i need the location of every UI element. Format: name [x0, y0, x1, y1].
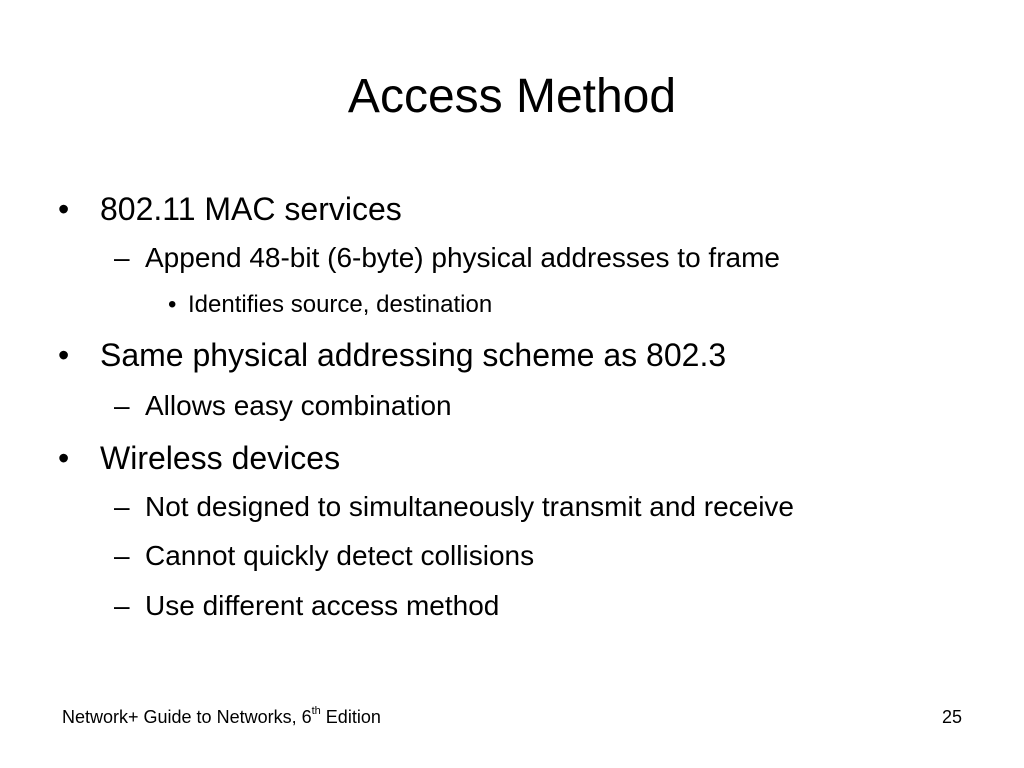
dash-marker: – — [114, 491, 130, 522]
dash-marker: – — [114, 540, 130, 571]
sub-bullet-text: Allows easy combination — [145, 390, 452, 421]
bullet-marker: • — [58, 191, 70, 227]
sub-bullet-text: Cannot quickly detect collisions — [145, 540, 535, 571]
dash-marker: – — [114, 590, 130, 621]
bullet-marker: • — [168, 291, 177, 318]
dash-marker: – — [114, 390, 130, 421]
sub-bullet-text: Not designed to simultaneously transmit and receive — [145, 491, 795, 522]
footer-source-prefix: Network+ Guide to Networks, 6 — [62, 707, 312, 727]
footer-source-superscript: th — [311, 705, 321, 717]
sub-bullet-text: Use different access method — [145, 590, 500, 621]
page-number: 25 — [941, 707, 962, 727]
dash-marker: – — [114, 242, 130, 273]
bullet-text: Wireless devices — [100, 440, 341, 476]
footer-source-suffix: Edition — [320, 707, 381, 727]
bullet-marker: • — [58, 337, 70, 373]
footer-source — [62, 706, 381, 728]
bullet-text: 802.11 MAC services — [100, 191, 402, 227]
sub-bullet-text: Append 48-bit (6-byte) physical addresses to frame — [145, 242, 780, 273]
slide-title: Access Method — [347, 70, 677, 123]
bullet-text: Same physical addressing scheme as 802.3 — [100, 337, 727, 373]
bullet-marker: • — [58, 440, 70, 476]
sub-sub-bullet-text: Identifies source, destination — [188, 291, 493, 318]
